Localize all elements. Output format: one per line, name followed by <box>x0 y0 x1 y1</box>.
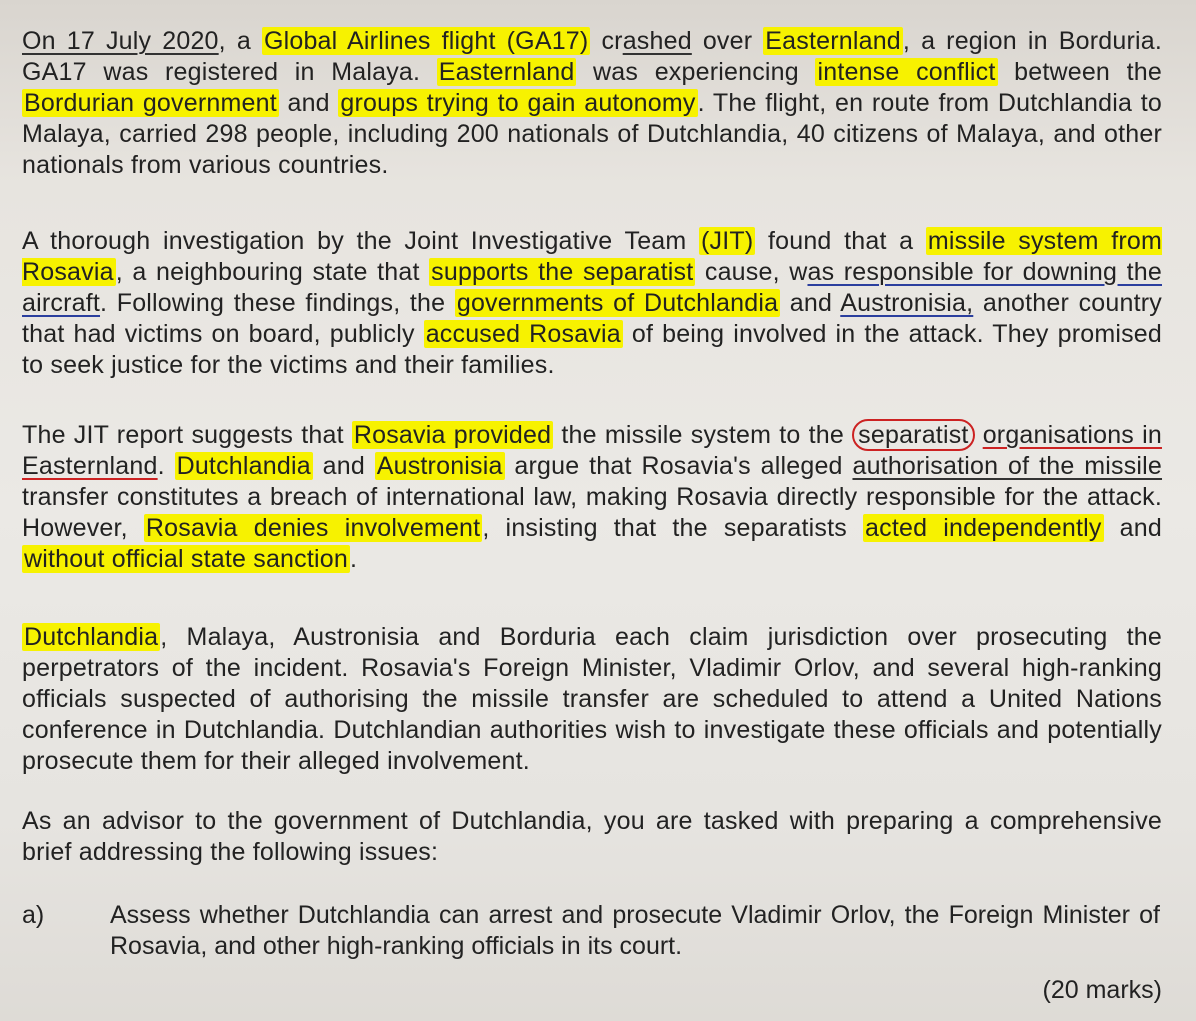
text-run: and <box>780 289 841 317</box>
paragraph-jurisdiction <box>22 622 1162 777</box>
text-run: . <box>349 545 358 573</box>
text-run: another country that had victims on board, publicly <box>22 289 1162 348</box>
highlight: acted independently <box>865 514 1102 542</box>
text-run: The JIT report suggests that <box>22 421 352 449</box>
highlight: Easternland <box>438 58 575 86</box>
circled-text: separatist <box>852 419 974 451</box>
underlined-text: ashed <box>622 27 692 55</box>
text-run: argue that Rosavia's alleged <box>504 452 853 480</box>
text-run: of being involved in the attack. They promised to seek justice for the victims and their families. <box>22 320 1163 379</box>
date-text: On 17 July 2020 <box>22 27 219 55</box>
underlined-text: as responsible for downing the aircraft <box>22 258 1162 317</box>
text-run: and <box>1103 514 1162 542</box>
highlight: Austronisia <box>376 452 503 480</box>
highlight: Dutchlandia <box>24 623 159 651</box>
text-run: . The flight, en route from Dutchlandia to Malaya, carried 298 people, including 200 nationals of Dutchlandia, 40 citizens of Malaya, and other nationals from various countries. <box>22 89 1162 179</box>
underlined-text: Austronisia, <box>840 289 974 317</box>
highlight: (JIT) <box>701 227 754 255</box>
underlined-text: organisations in Easternland <box>22 421 1162 480</box>
text-run: was experiencing <box>576 58 816 86</box>
paragraph-investigation <box>22 226 1162 381</box>
text-run: , a neighbouring state that <box>115 258 430 286</box>
question-label: a) <box>22 901 45 929</box>
underlined-text: authorisation of the missile <box>852 452 1163 480</box>
text-run: . <box>157 452 175 480</box>
highlight: governments of Dutchlandia <box>456 289 779 317</box>
highlight: groups trying to gain autonomy <box>340 89 696 117</box>
paragraph-task: As an advisor to the government of Dutchlandia, you are tasked with preparing a comprehensive brief addressing the following issues: <box>22 807 1162 866</box>
highlight: intense conflict <box>817 58 996 86</box>
highlight: without official state sanction <box>24 545 348 573</box>
text-run: between the <box>997 58 1162 86</box>
highlight: Global Airlines flight (GA17) <box>263 27 589 55</box>
text-run: , insisting that the separatists <box>482 514 864 542</box>
text-run: A thorough investigation by the Joint Investigative Team <box>22 227 700 255</box>
text-run: found that a <box>755 227 926 255</box>
marks-label: (20 marks) <box>1042 976 1162 1004</box>
text-run: , a region in Borduria. GA17 was registered in Malaya. <box>22 27 1162 86</box>
text-run <box>975 421 983 449</box>
text-run: transfer constitutes a breach of international law, making Rosavia directly responsible for the attack. However, <box>22 483 1162 542</box>
question-text: Assess whether Dutchlandia can arrest and prosecute Vladimir Orlov, the Foreign Minister of Rosavia, and other high-ranking officials in its court. <box>110 901 1160 960</box>
highlight: missile system from Rosavia <box>22 227 1162 286</box>
paragraph-jit-report <box>22 420 1162 575</box>
highlight: Dutchlandia <box>176 452 311 480</box>
text-run: , a <box>218 27 262 55</box>
text-run: and <box>312 452 375 480</box>
highlight: supports the separatist <box>431 258 694 286</box>
highlight: Bordurian government <box>24 89 277 117</box>
text-run: , Malaya, Austronisia and Borduria each claim jurisdiction over prosecuting the perpetrators of the incident. Rosavia's Foreign Minister, Vladimir Orlov, and several high-ranking officials suspected of authorising the missile transfer are scheduled to attend a United Nations conference in Dutchlandia. Dutchlandian authorities wish to investigate these officials and potentially prosecute them for their alleged involvement. <box>22 623 1162 775</box>
text-run: . Following these findings, the <box>100 289 455 317</box>
text-run: over <box>691 27 764 55</box>
paragraph-incident <box>22 26 1162 181</box>
text-run: and <box>278 89 339 117</box>
text-run: the missile system to the <box>553 421 853 449</box>
highlight: Rosavia denies involvement <box>145 514 481 542</box>
highlight: accused Rosavia <box>425 320 621 348</box>
highlight: Rosavia provided <box>353 421 552 449</box>
text-run: cr <box>590 27 623 55</box>
text-run: cause, w <box>695 258 808 286</box>
highlight: Easternland <box>765 27 901 55</box>
